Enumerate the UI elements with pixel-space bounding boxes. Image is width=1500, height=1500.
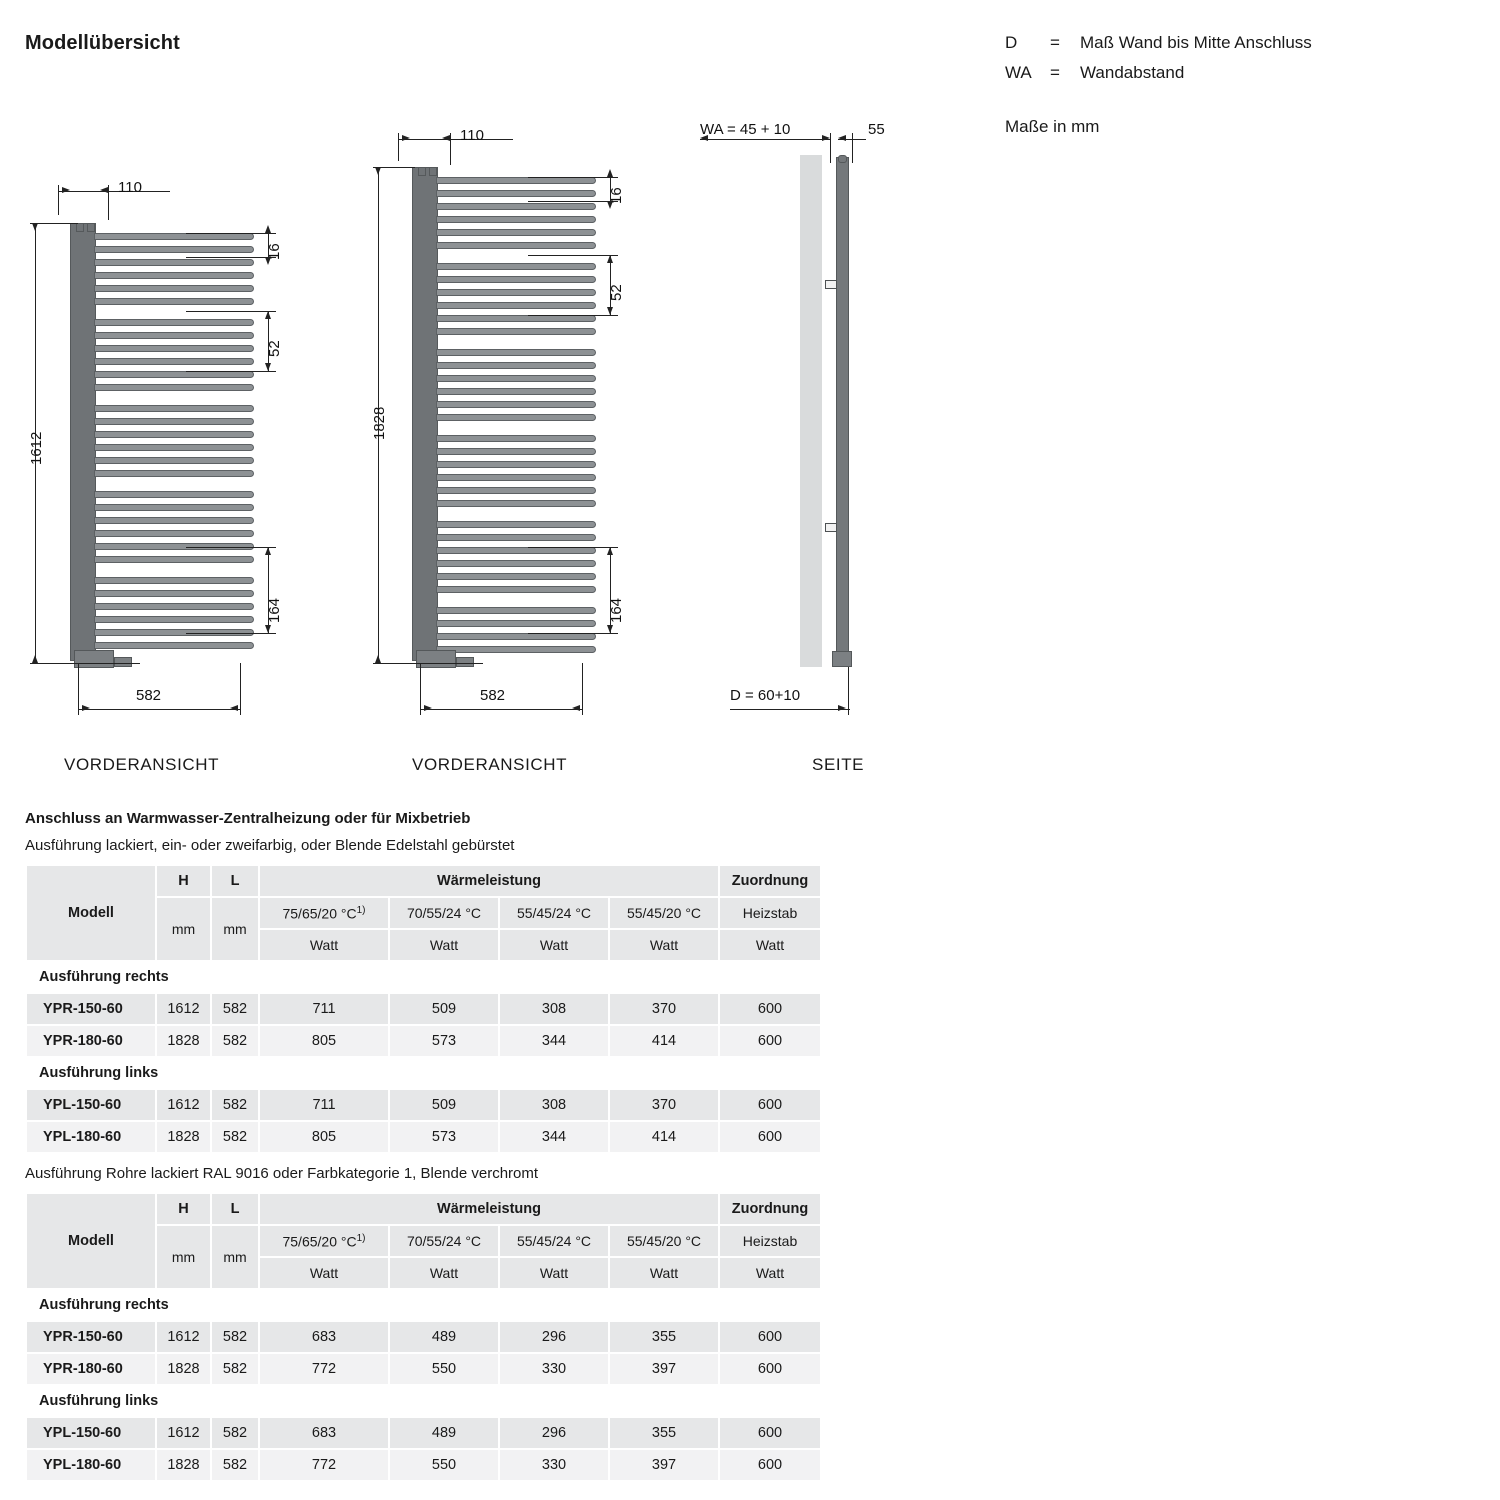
radiator-tube (94, 642, 254, 649)
cell-power-4: 370 (609, 1089, 719, 1121)
radiator-tube (94, 319, 254, 326)
dim-line (700, 139, 830, 140)
power-table-1 (25, 864, 822, 1154)
radiator-tube (94, 298, 254, 305)
table-section-2 (25, 1165, 825, 1482)
dim-depth-55: 55 (868, 121, 885, 138)
arrow-icon (607, 547, 613, 555)
view-caption-3: SEITE (812, 755, 865, 774)
radiator-connector (76, 223, 84, 232)
dim-width-top: 110 (460, 127, 484, 144)
valve-connector (114, 657, 132, 667)
radiator-tube (94, 517, 254, 524)
arrow-icon (838, 135, 846, 141)
col-cond-4: 55/45/20 °C (609, 1225, 719, 1257)
dim-width-582: 582 (480, 687, 506, 704)
dim-tick (373, 663, 483, 664)
dim-tick (78, 663, 79, 715)
radiator-tube (436, 448, 596, 455)
table-row (26, 1321, 821, 1353)
dim-tick (30, 663, 140, 664)
radiator-tube (94, 444, 254, 451)
dim-line (420, 709, 582, 710)
cell-l: 582 (211, 1089, 259, 1121)
col-h-unit: mm (156, 1225, 211, 1289)
table-row (26, 993, 821, 1025)
cell-model: YPL-180-60 (26, 1121, 156, 1153)
radiator-tube (436, 435, 596, 442)
legend-row-d (1005, 28, 1312, 58)
cell-power-4: 397 (609, 1449, 719, 1481)
col-unit-2: Watt (389, 929, 499, 961)
cell-model: YPR-150-60 (26, 993, 156, 1025)
cell-power-3: 330 (499, 1353, 609, 1385)
radiator-tube (436, 573, 596, 580)
radiator-tube (94, 577, 254, 584)
arrow-icon (265, 547, 271, 555)
dim-tick (528, 547, 618, 548)
cell-model: YPR-180-60 (26, 1353, 156, 1385)
cell-model: YPR-180-60 (26, 1025, 156, 1057)
dim-tick (398, 133, 399, 161)
radiator-front-2 (412, 167, 602, 663)
col-unit-3: Watt (499, 1257, 609, 1289)
col-model: Modell (26, 1193, 156, 1289)
arrow-icon (607, 307, 613, 315)
radiator-tube (436, 646, 596, 653)
cell-h: 1612 (156, 993, 211, 1025)
radiator-tube (436, 216, 596, 223)
radiator-tube (94, 332, 254, 339)
dim-line (398, 139, 513, 140)
col-unit-4: Watt (609, 929, 719, 961)
dim-width-top: 110 (118, 179, 142, 196)
radiator-tube (94, 272, 254, 279)
cell-power-1: 683 (259, 1417, 389, 1449)
cell-l: 582 (211, 1353, 259, 1385)
dim-line (78, 709, 240, 710)
cell-heizstab: 600 (719, 993, 821, 1025)
cell-heizstab: 600 (719, 1089, 821, 1121)
cell-power-4: 414 (609, 1121, 719, 1153)
radiator-connector (418, 167, 426, 176)
radiator-tube (94, 556, 254, 563)
cell-model: YPL-150-60 (26, 1417, 156, 1449)
cell-h: 1828 (156, 1121, 211, 1153)
cell-power-1: 711 (259, 993, 389, 1025)
valve-block-side (832, 651, 852, 667)
dim-pitch-16: 16 (266, 243, 283, 260)
col-cond-2: 70/55/24 °C (389, 897, 499, 929)
radiator-tube (436, 560, 596, 567)
col-l: L (211, 865, 259, 897)
dim-tick (240, 663, 241, 715)
dim-line (58, 191, 170, 192)
dim-height-1828: 1828 (371, 406, 388, 440)
radiator-tube (436, 607, 596, 614)
arrow-icon (607, 625, 613, 633)
table-group-row (26, 961, 821, 993)
cell-power-3: 344 (499, 1121, 609, 1153)
cell-power-4: 370 (609, 993, 719, 1025)
cell-h: 1612 (156, 1417, 211, 1449)
radiator-tube (94, 246, 254, 253)
table-group-row (26, 1385, 821, 1417)
col-assign-group: Zuordnung (719, 1193, 821, 1225)
dim-wa: WA = 45 + 10 (700, 121, 791, 138)
dim-tick (450, 133, 451, 165)
arrow-icon (265, 363, 271, 371)
radiator-front-1 (70, 223, 260, 663)
radiator-tube (436, 328, 596, 335)
section-subheading-2: Ausführung Rohre lackiert RAL 9016 oder Farbkategorie 1, Blende verchromt (25, 1165, 539, 1182)
table-row (26, 1449, 821, 1481)
valve-block (74, 650, 114, 668)
table-row (26, 1089, 821, 1121)
radiator-tube (436, 474, 596, 481)
cell-power-1: 711 (259, 1089, 389, 1121)
dim-tick (528, 177, 618, 178)
cell-power-1: 805 (259, 1025, 389, 1057)
cell-heizstab: 600 (719, 1417, 821, 1449)
col-unit-4: Watt (609, 1257, 719, 1289)
cell-l: 582 (211, 1121, 259, 1153)
cell-h: 1828 (156, 1449, 211, 1481)
radiator-tube (94, 603, 254, 610)
cell-model: YPR-150-60 (26, 1321, 156, 1353)
cell-power-4: 355 (609, 1417, 719, 1449)
radiator-tube (436, 414, 596, 421)
col-assign-sub: Heizstab (719, 1225, 821, 1257)
arrow-icon (265, 625, 271, 633)
arrow-icon (32, 223, 38, 231)
cell-h: 1828 (156, 1353, 211, 1385)
cell-power-1: 683 (259, 1321, 389, 1353)
col-h-unit: mm (156, 897, 211, 961)
dim-tick (582, 663, 583, 715)
view-caption-1: VORDERANSICHT (64, 755, 220, 774)
dim-tick (528, 201, 618, 202)
radiator-tube (94, 590, 254, 597)
arrow-icon (607, 255, 613, 263)
cell-model: YPL-150-60 (26, 1089, 156, 1121)
radiator-tube (436, 229, 596, 236)
cell-model: YPL-180-60 (26, 1449, 156, 1481)
radiator-tube (436, 461, 596, 468)
radiator-top-cap (838, 155, 847, 163)
dim-tick (528, 315, 618, 316)
dim-pitch-164: 164 (608, 597, 625, 623)
col-cond-2: 70/55/24 °C (389, 1225, 499, 1257)
col-cond-1: 75/65/20 $^\circ C^{1)}$ (259, 897, 389, 929)
col-cond-4: 55/45/20 °C (609, 897, 719, 929)
cell-power-2: 509 (389, 1089, 499, 1121)
radiator-tube (94, 233, 254, 240)
radiator-mast (412, 167, 438, 661)
cell-power-1: 805 (259, 1121, 389, 1153)
col-l: L (211, 1193, 259, 1225)
radiator-tube (436, 362, 596, 369)
cell-l: 582 (211, 1321, 259, 1353)
dim-tick (58, 185, 59, 215)
dim-tick (30, 223, 78, 224)
arrow-icon (822, 135, 830, 141)
cell-power-2: 550 (389, 1449, 499, 1481)
dim-tick (108, 185, 109, 220)
radiator-tube (436, 276, 596, 283)
radiator-tube (436, 500, 596, 507)
radiator-tube (436, 633, 596, 640)
group-label-rechts: Ausführung rechts (26, 1289, 821, 1321)
col-cond-3: 55/45/24 °C (499, 1225, 609, 1257)
radiator-tube (436, 263, 596, 270)
radiator-side-profile (836, 157, 849, 667)
power-table-2 (25, 1192, 822, 1482)
radiator-tube (436, 289, 596, 296)
radiator-tube (94, 259, 254, 266)
arrow-icon (265, 225, 271, 233)
drawing-area (0, 95, 1500, 785)
dim-tick (186, 257, 276, 258)
table-row (26, 1121, 821, 1153)
col-assign-sub: Heizstab (719, 897, 821, 929)
valve-block (416, 650, 456, 668)
radiator-tube (436, 586, 596, 593)
group-label-rechts: Ausführung rechts (26, 961, 821, 993)
col-h: H (156, 1193, 211, 1225)
radiator-tube (436, 302, 596, 309)
cell-power-3: 330 (499, 1449, 609, 1481)
arrow-icon (375, 655, 381, 663)
legend-note-units: Maße in mm (1005, 117, 1100, 136)
radiator-tube (436, 521, 596, 528)
col-assign-unit: Watt (719, 1257, 821, 1289)
dim-tick (373, 167, 415, 168)
table-group-row (26, 1289, 821, 1321)
radiator-tube (436, 375, 596, 382)
col-power-group: Wärmeleistung (259, 1193, 719, 1225)
legend (1005, 28, 1312, 142)
arrow-icon (82, 705, 90, 711)
legend-eq: = (1050, 33, 1060, 52)
radiator-tube (436, 203, 596, 210)
col-unit-1: Watt (259, 1257, 389, 1289)
dim-tick (186, 311, 276, 312)
cell-power-3: 308 (499, 993, 609, 1025)
col-unit-3: Watt (499, 929, 609, 961)
cell-power-4: 355 (609, 1321, 719, 1353)
arrow-icon (375, 167, 381, 175)
dim-pitch-52: 52 (608, 284, 625, 301)
section-heading-1: Anschluss an Warmwasser-Zentralheizung oder für Mixbetrieb (25, 810, 471, 827)
table-section-1 (25, 810, 825, 1154)
radiator-tube (94, 431, 254, 438)
table-group-row (26, 1057, 821, 1089)
cell-power-3: 296 (499, 1321, 609, 1353)
dim-tick (528, 633, 618, 634)
radiator-tube (94, 345, 254, 352)
cell-power-2: 489 (389, 1417, 499, 1449)
cell-l: 582 (211, 1417, 259, 1449)
dim-width-582: 582 (136, 687, 162, 704)
legend-eq: = (1050, 63, 1060, 82)
cell-h: 1828 (156, 1025, 211, 1057)
col-l-unit: mm (211, 1225, 259, 1289)
col-unit-1: Watt (259, 929, 389, 961)
col-l-unit: mm (211, 897, 259, 961)
legend-text-d: Maß Wand bis Mitte Anschluss (1080, 33, 1312, 52)
dim-tick (420, 663, 421, 715)
arrow-icon (402, 135, 410, 141)
cell-h: 1612 (156, 1089, 211, 1121)
legend-row-wa (1005, 58, 1312, 88)
radiator-tube (436, 349, 596, 356)
dim-d: D = 60+10 (730, 687, 801, 704)
dim-height-1612: 1612 (28, 431, 45, 465)
wall-hatch (800, 155, 822, 667)
cell-power-4: 397 (609, 1353, 719, 1385)
dim-tick (186, 633, 276, 634)
cell-power-2: 489 (389, 1321, 499, 1353)
cell-l: 582 (211, 1449, 259, 1481)
cell-l: 582 (211, 993, 259, 1025)
cell-power-2: 573 (389, 1121, 499, 1153)
radiator-tube (436, 547, 596, 554)
cell-power-2: 509 (389, 993, 499, 1025)
arrow-icon (62, 187, 70, 193)
radiator-tube (436, 315, 596, 322)
radiator-tube (94, 285, 254, 292)
table-header-row (26, 1193, 821, 1225)
cell-power-3: 296 (499, 1417, 609, 1449)
arrow-icon (700, 135, 708, 141)
legend-key-d: D (1005, 33, 1018, 52)
radiator-tube (436, 242, 596, 249)
legend-key-wa: WA (1005, 63, 1032, 82)
table-row (26, 1417, 821, 1449)
dim-pitch-16: 16 (608, 187, 625, 204)
radiator-tube (94, 491, 254, 498)
group-label-links: Ausführung links (26, 1057, 821, 1089)
arrow-icon (32, 655, 38, 663)
radiator-tube (436, 401, 596, 408)
arrow-icon (230, 705, 238, 711)
cell-heizstab: 600 (719, 1025, 821, 1057)
radiator-tube (436, 534, 596, 541)
cell-heizstab: 600 (719, 1321, 821, 1353)
cell-power-4: 414 (609, 1025, 719, 1057)
radiator-tube (94, 616, 254, 623)
dim-tick (186, 547, 276, 548)
col-cond-1: 75/65/20 $^\circ C^{1)}$ (259, 1225, 389, 1257)
radiator-tube (94, 504, 254, 511)
cell-heizstab: 600 (719, 1353, 821, 1385)
arrow-icon (100, 187, 108, 193)
cell-h: 1612 (156, 1321, 211, 1353)
dim-tick (852, 133, 853, 163)
radiator-tube (94, 418, 254, 425)
cell-power-1: 772 (259, 1353, 389, 1385)
table-header-row (26, 865, 821, 897)
arrow-icon (424, 705, 432, 711)
col-assign-group: Zuordnung (719, 865, 821, 897)
radiator-tube (94, 470, 254, 477)
dim-tick (848, 667, 849, 715)
table-row (26, 1025, 821, 1057)
radiator-connector (87, 223, 95, 232)
col-model: Modell (26, 865, 156, 961)
radiator-tube (436, 388, 596, 395)
dim-tick (528, 255, 618, 256)
radiator-connector (429, 167, 437, 176)
valve-connector (456, 657, 474, 667)
dim-tick (186, 371, 276, 372)
radiator-tube (94, 530, 254, 537)
arrow-icon (572, 705, 580, 711)
radiator-tube (94, 457, 254, 464)
arrow-icon (607, 169, 613, 177)
radiator-mast (70, 223, 96, 661)
arrow-icon (838, 705, 846, 711)
cell-power-2: 573 (389, 1025, 499, 1057)
cell-power-1: 772 (259, 1449, 389, 1481)
arrow-icon (442, 135, 450, 141)
radiator-tube (436, 620, 596, 627)
page-title: Modellübersicht (25, 32, 180, 54)
radiator-tube (94, 371, 254, 378)
dim-tick (830, 133, 831, 163)
dim-pitch-52: 52 (266, 340, 283, 357)
radiator-tube (94, 384, 254, 391)
cell-power-2: 550 (389, 1353, 499, 1385)
table-row (26, 1353, 821, 1385)
cell-power-3: 308 (499, 1089, 609, 1121)
cell-l: 582 (211, 1025, 259, 1057)
cell-power-3: 344 (499, 1025, 609, 1057)
radiator-tube (94, 358, 254, 365)
col-cond-3: 55/45/24 °C (499, 897, 609, 929)
radiator-tube (436, 190, 596, 197)
group-label-links: Ausführung links (26, 1385, 821, 1417)
legend-text-wa: Wandabstand (1080, 63, 1185, 82)
radiator-tube (436, 177, 596, 184)
dim-pitch-164: 164 (266, 597, 283, 623)
cell-heizstab: 600 (719, 1121, 821, 1153)
section-subheading-1: Ausführung lackiert, ein- oder zweifarbig, oder Blende Edelstahl gebürstet (25, 837, 515, 854)
dim-tick (186, 233, 276, 234)
view-caption-2: VORDERANSICHT (412, 755, 568, 774)
col-h: H (156, 865, 211, 897)
wall-bracket (825, 280, 837, 289)
radiator-tube (94, 405, 254, 412)
wall-bracket (825, 523, 837, 532)
dim-line (730, 709, 850, 710)
col-assign-unit: Watt (719, 929, 821, 961)
col-unit-2: Watt (389, 1257, 499, 1289)
cell-heizstab: 600 (719, 1449, 821, 1481)
arrow-icon (265, 311, 271, 319)
radiator-tube (436, 487, 596, 494)
col-power-group: Wärmeleistung (259, 865, 719, 897)
